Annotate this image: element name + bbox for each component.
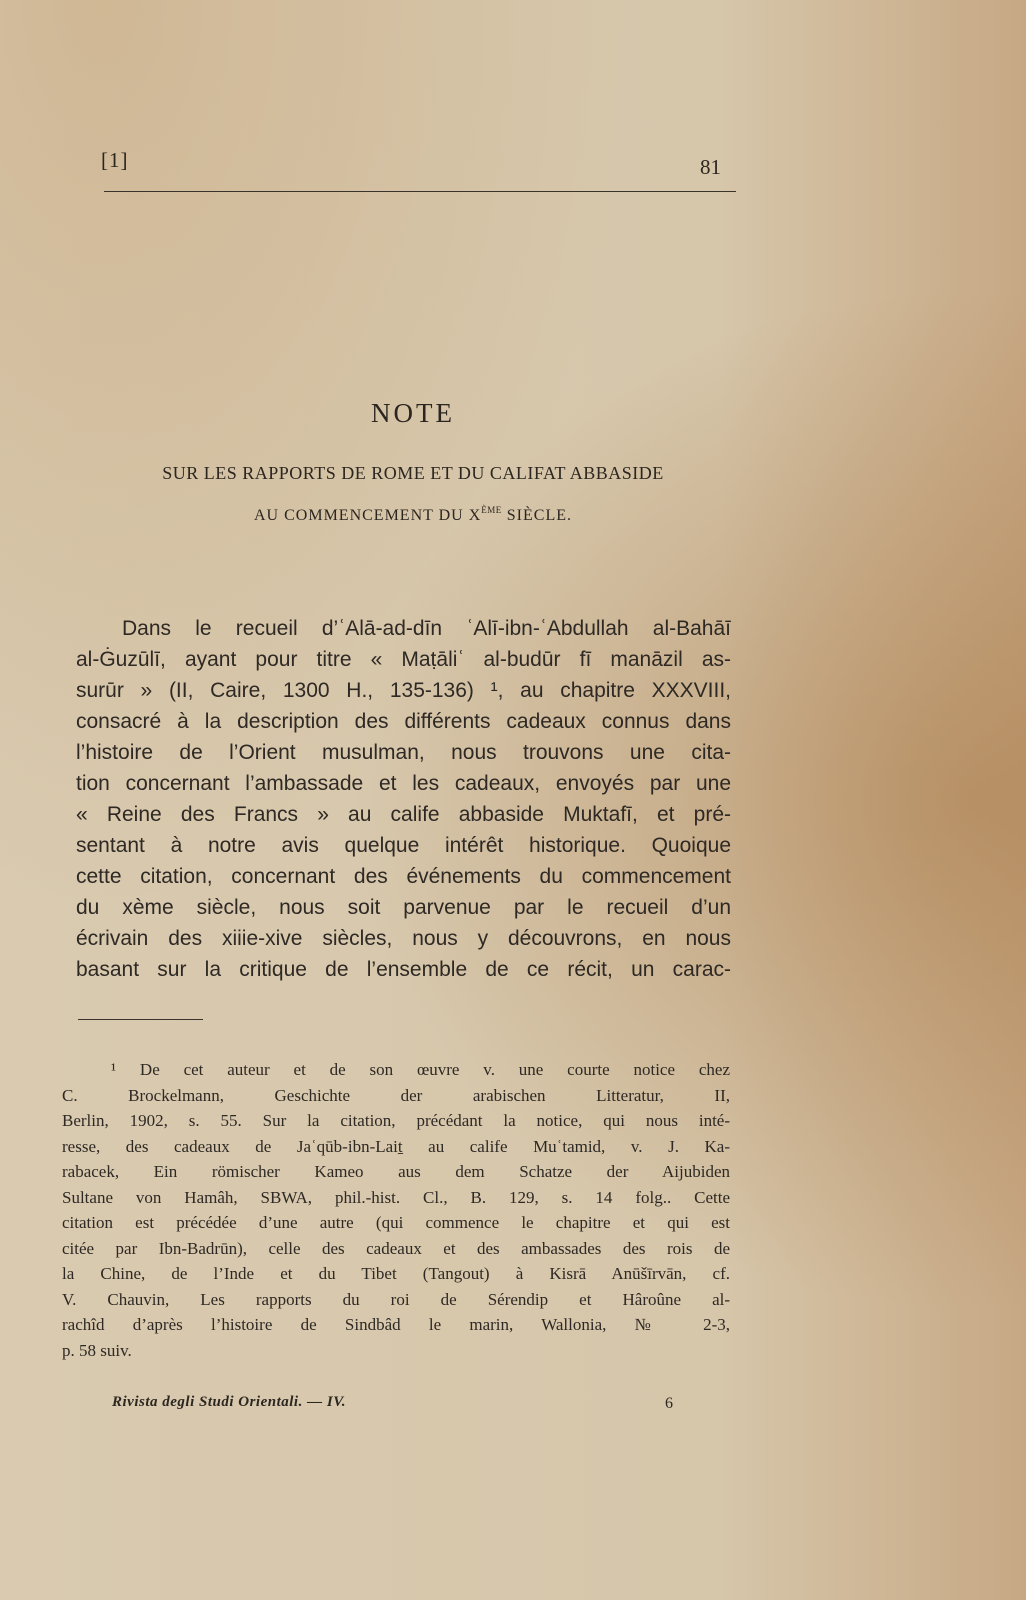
footnote-rule [78, 1019, 203, 1020]
footnote-line: C. Brockelmann, Geschichte der arabischen Litteratur, II, [62, 1085, 730, 1105]
footnote-line: citation est précédée d’une autre (qui commence le chapitre et qui est [62, 1213, 730, 1232]
article-subtitle-line-2 [0, 505, 826, 525]
footnote-line: resse, des cadeaux de Jaʿqūb-ibn-Laiṯ au calife Muʿtamid, v. J. Ka- [62, 1136, 730, 1156]
running-head-number: [1] [101, 148, 129, 172]
body-line: Dans le recueil d’ʿAlā-ad-dīn ʿAlī-ibn-ʿAbdullah al-Bahāī [122, 617, 731, 640]
signature-mark: 6 [665, 1395, 673, 1412]
footnote-line: Sultane von Hamâh, SBWA, phil.-hist. Cl., B. 129, s. 14 folg.. Cette [62, 1187, 730, 1207]
body-line: surūr » (II, Caire, 1300 H., 135-136) ¹, au chapitre XXXVIII, [76, 679, 731, 702]
body-line: al-Ġuzūlī, ayant pour titre « Maṭāliʿ al-budūr fī manāzil as- [76, 648, 731, 671]
subtitle-2-sup: ÈME [481, 505, 502, 515]
body-line: du xème siècle, nous soit parvenue par le recueil d’un [76, 896, 731, 919]
article-subtitle-line-1: SUR LES RAPPORTS DE ROME ET DU CALIFAT ABBASIDE [162, 463, 664, 483]
page-number: 81 [700, 155, 721, 179]
body-line: consacré à la description des différents cadeaux connus dans [76, 710, 731, 733]
body-line: « Reine des Francs » au calife abbaside Muktafī, et pré- [76, 803, 731, 826]
body-line: sentant à notre avis quelque intérêt historique. Quoique [76, 834, 731, 857]
subtitle-2-pre: AU COMMENCEMENT DU X [254, 507, 482, 524]
footnote-line: la Chine, de l’Inde et du Tibet (Tangout) à Kisrā Anūšīrvān, cf. [62, 1264, 730, 1283]
footnote-line: rabacek, Ein römischer Kameo aus dem Schatze der Aijubiden [62, 1162, 730, 1181]
journal-footer: Rivista degli Studi Orientali. — IV. [112, 1394, 347, 1410]
footnote-line: citée par Ibn-Badrūn), celle des cadeaux et des ambassades des rois de [62, 1238, 730, 1258]
body-line: cette citation, concernant des événements du commencement [76, 865, 731, 888]
body-line: basant sur la critique de l’ensemble de ce récit, un carac- [76, 958, 731, 981]
header-rule [104, 191, 736, 192]
article-title: NOTE [371, 398, 455, 428]
footnote-line: ¹ De cet auteur et de son œuvre v. une courte notice chez [111, 1060, 730, 1079]
footnote-line: rachîd d’après l’histoire de Sindbâd le marin, Wallonia, № 2-3, [62, 1315, 730, 1334]
subtitle-2-post: SIÈCLE. [501, 507, 572, 524]
body-paragraph [76, 613, 731, 985]
footnote-line: p. 58 suiv. [62, 1340, 132, 1360]
footnote [62, 1057, 730, 1363]
body-line: l’histoire de l’Orient musulman, nous trouvons une cita- [76, 741, 731, 764]
body-line: tion concernant l’ambassade et les cadeaux, envoyés par une [76, 772, 731, 795]
footnote-line: V. Chauvin, Les rapports du roi de Sérendip et Hâroûne al- [62, 1289, 730, 1309]
body-line: écrivain des xiiie-xive siècles, nous y découvrons, en nous [76, 927, 731, 950]
footnote-line: Berlin, 1902, s. 55. Sur la citation, précédant la notice, qui nous inté- [62, 1111, 730, 1130]
